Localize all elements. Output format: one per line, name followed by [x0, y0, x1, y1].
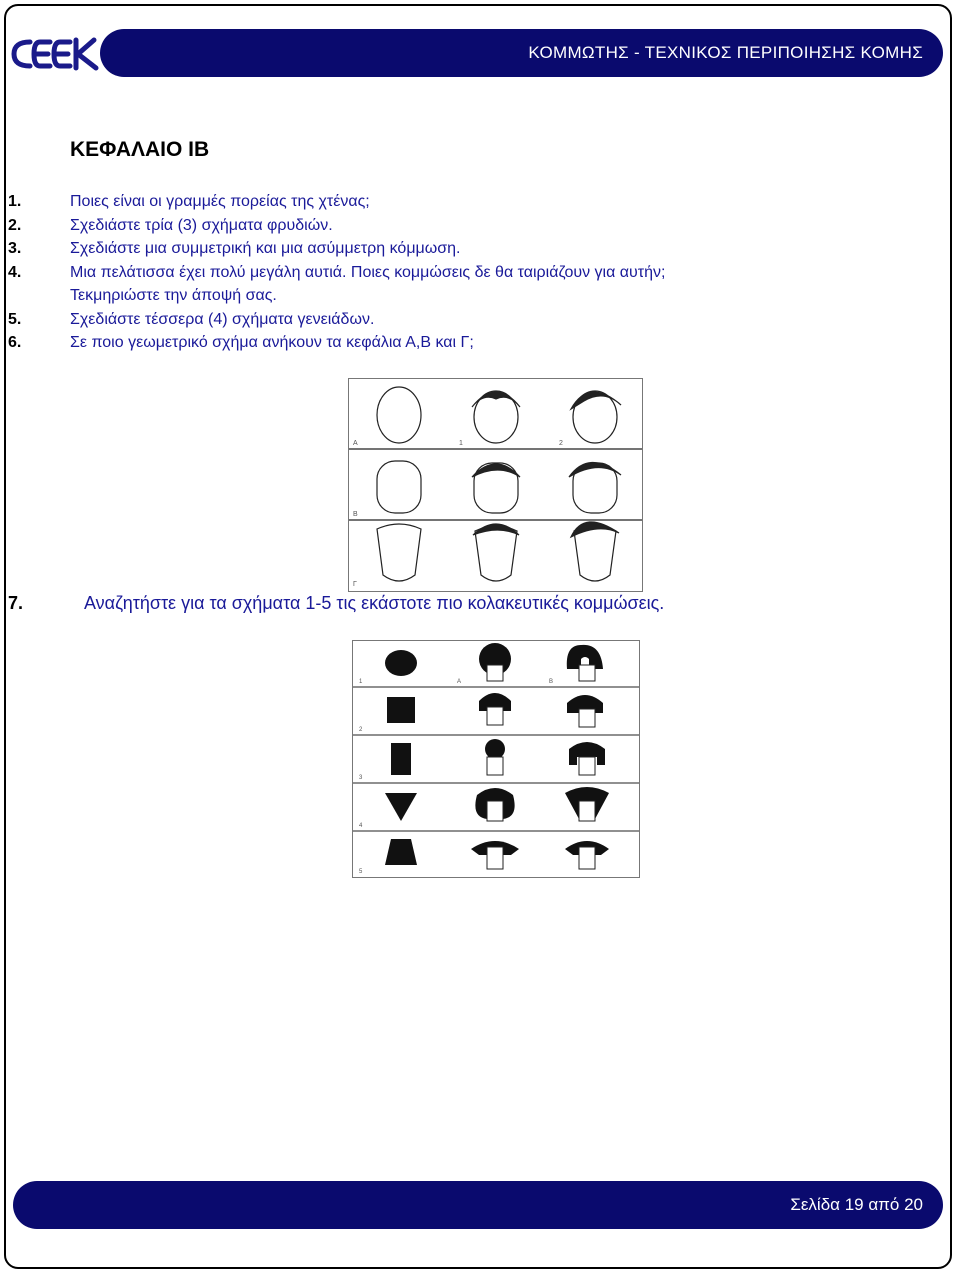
question-text-continued: Τεκμηριώστε την άποψή σας. [70, 287, 277, 304]
row-label: 1 [359, 679, 363, 685]
question-number: 2. [8, 216, 22, 234]
row-label: 2 [359, 727, 363, 733]
question-text: Μια πελάτισσα έχει πολύ μεγάλη αυτιά. Ποιες κομμώσεις δε θα ταιριάζουν για αυτήν; [70, 263, 666, 281]
question-1 [8, 190, 950, 214]
chapter-title: ΚΕΦΑΛΑΙΟ ΙΒ [70, 138, 210, 161]
question-number: 1. [8, 193, 22, 210]
question-text: Σε ποιο γεωμετρικό σχήμα ανήκουν τα κεφάλια Α,Β και Γ; [70, 334, 474, 351]
row-label: A [353, 440, 358, 447]
question-3 [8, 237, 950, 261]
question-2 [8, 214, 950, 238]
row-label: Γ [353, 581, 357, 588]
question-text: Αναζητήστε για τα σχήματα 1-5 τις εκάστοτε πιο κολακευτικές κομμώσεις. [84, 593, 665, 613]
question-4 [8, 261, 950, 285]
question-7 [8, 593, 664, 614]
question-5 [8, 308, 950, 332]
question-4-continuation [8, 284, 950, 308]
col-label: 1 [459, 440, 463, 447]
col-label: B [549, 679, 554, 685]
header-title: ΚΟΜΜΩΤΗΣ - ΤΕΧΝΙΚΟΣ ΠΕΡΙΠΟΙΗΣΗΣ ΚΟΜΗΣ [528, 43, 923, 62]
hairstyles-illustration [353, 641, 639, 877]
footer-bar [13, 1181, 943, 1229]
ceek-logo [10, 36, 100, 72]
question-text: Σχεδιάστε τρία (3) σχήματα φρυδιών. [70, 216, 333, 234]
question-number: 6. [8, 334, 22, 351]
face-shapes-figure [348, 378, 643, 592]
row-label: B [353, 511, 358, 518]
col-label: 2 [559, 440, 563, 447]
question-text: Ποιες είναι οι γραμμές πορείας της χτένας; [70, 193, 370, 210]
page-number: Σελίδα 19 από 20 [790, 1195, 923, 1214]
question-text: Σχεδιάστε μια συμμετρική και μια ασύμμετρη κόμμωση. [70, 240, 461, 257]
hairstyles-figure [352, 640, 640, 878]
question-list [8, 190, 950, 355]
question-6 [8, 331, 950, 355]
header-bar [100, 29, 943, 77]
question-text: Σχεδιάστε τέσσερα (4) σχήματα γενειάδων. [70, 310, 375, 328]
row-label: 5 [359, 869, 363, 875]
question-number: 5. [8, 310, 22, 328]
face-shapes-illustration [349, 379, 642, 591]
question-number: 7. [8, 593, 24, 613]
question-number: 3. [8, 240, 22, 257]
question-number: 4. [8, 263, 22, 281]
row-label: 4 [359, 823, 363, 829]
row-label: 3 [359, 775, 363, 781]
col-label: A [457, 679, 462, 685]
